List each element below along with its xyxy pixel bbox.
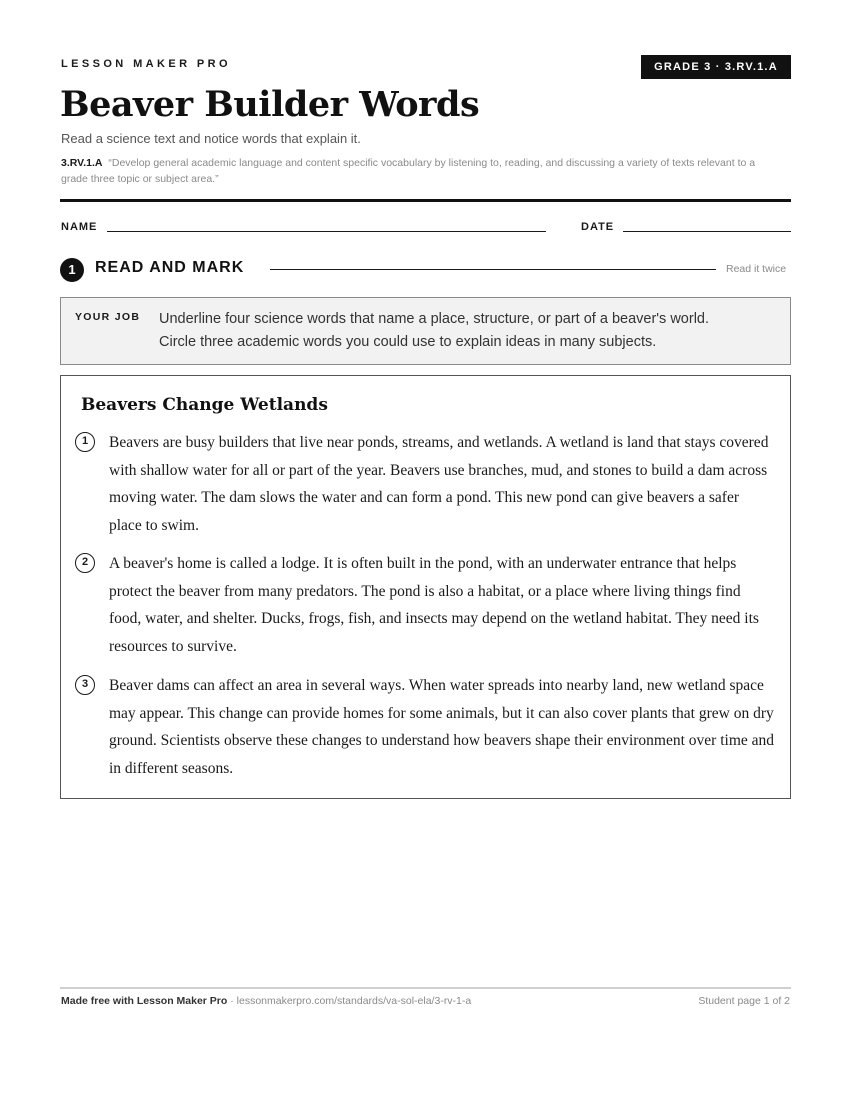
reading-passage	[60, 375, 791, 799]
paragraph-text: Beaver dams can affect an area in several ways. When water spreads into nearby land, new wetland space may appear. This change can provide homes for some animals, but it can also cover plants that grew on dry ground. Scientists observe these changes to understand how beavers shape their environment over time and in different seasons.	[109, 677, 775, 777]
standard-code: 3.RV.1.A	[61, 157, 103, 169]
job-instructions	[159, 308, 779, 354]
job-label: YOUR JOB	[75, 311, 141, 323]
job-box	[60, 297, 791, 365]
footer-page-number: Student page 1 of 2	[698, 995, 790, 1007]
job-instruction-circle: Circle three academic words you could use to explain ideas in many subjects.	[159, 334, 657, 350]
paragraph-number-badge: 2	[75, 553, 95, 573]
section-title: READ AND MARK	[95, 259, 245, 276]
footer-credit	[61, 995, 471, 1007]
standard-text: “Develop general academic language and content specific vocabulary by listening to, reading, and discussing a variety of texts relevant to a grade three topic or subject area.”	[61, 157, 756, 185]
date-label: DATE	[581, 221, 615, 233]
paragraph-number-badge: 1	[75, 432, 95, 452]
section-divider	[270, 269, 716, 270]
name-label: NAME	[61, 221, 98, 233]
footer-divider	[60, 987, 791, 989]
name-field[interactable]	[107, 231, 546, 232]
passage-title: Beavers Change Wetlands	[81, 395, 328, 415]
job-instruction-underline: Underline four science words that name a place, structure, or part of a beaver's world.	[159, 311, 710, 327]
section-note: Read it twice	[726, 263, 787, 275]
date-field[interactable]	[623, 231, 791, 232]
section-number-badge: 1	[60, 258, 84, 282]
footer-made-with: Made free with Lesson Maker Pro	[61, 995, 228, 1007]
header-divider	[60, 199, 791, 202]
footer-url[interactable]: · lessonmakerpro.com/standards/va-sol-ela/3-rv-1-a	[227, 995, 472, 1007]
page-title: Beaver Builder Words	[60, 84, 480, 125]
paragraph-text: Beavers are busy builders that live near ponds, streams, and wetlands. A wetland is land that stays covered with shallow water for all or part of the year. Beavers use branches, mud, and stones to build a dam across moving water. The dam slows the water and can form a pond. This new pond can give beavers a safer place to swim.	[109, 434, 769, 534]
page-subtitle: Read a science text and notice words that explain it.	[61, 131, 361, 146]
paragraph-number-badge: 3	[75, 675, 95, 695]
paragraph-text: A beaver's home is called a lodge. It is often built in the pond, with an underwater entrance that helps protect the beaver from many predators. The pond is also a habitat, or a place where living things find food, water, and shelter. Ducks, frogs, fish, and insects may depend on the wetland habitat. They need its resources to survive.	[109, 555, 759, 655]
standard-description	[61, 155, 761, 187]
brand-label: LESSON MAKER PRO	[61, 58, 231, 70]
grade-badge: GRADE 3 · 3.RV.1.A	[641, 55, 791, 79]
